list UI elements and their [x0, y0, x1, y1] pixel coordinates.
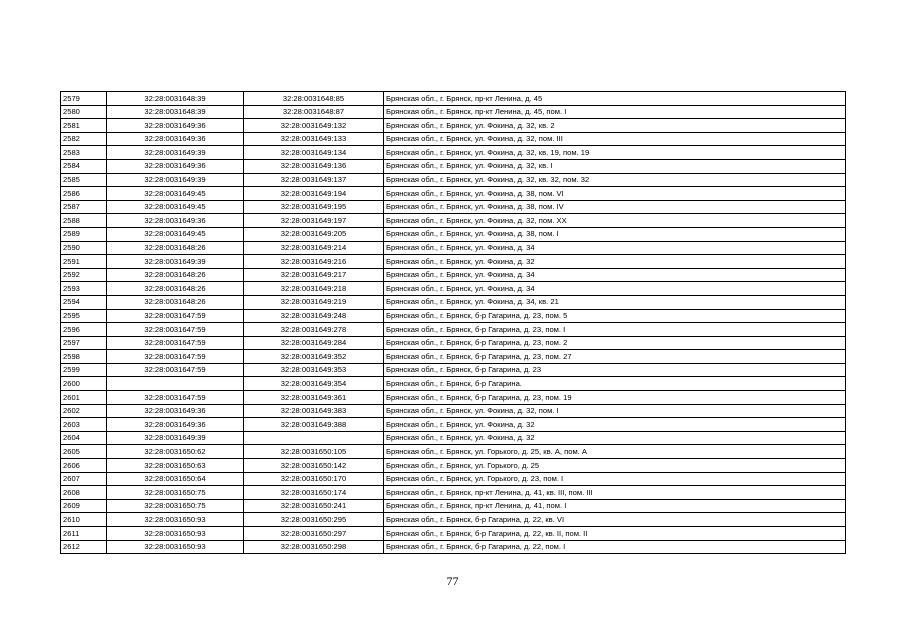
object-cadastral-number-cell: 32:28:0031649:132	[244, 119, 384, 133]
row-number-cell: 2594	[61, 295, 107, 309]
table-row	[61, 173, 846, 187]
table-row	[61, 132, 846, 146]
row-number-cell: 2585	[61, 173, 107, 187]
row-number-cell: 2591	[61, 255, 107, 269]
address-cell: Брянская обл., г. Брянск, пр-кт Ленина, д. 41, пом. I	[384, 499, 846, 513]
parcel-cadastral-number-cell: 32:28:0031647:59	[107, 336, 244, 350]
parcel-cadastral-number-cell	[107, 377, 244, 391]
page-number: 77	[446, 574, 459, 588]
object-cadastral-number-cell: 32:28:0031649:216	[244, 255, 384, 269]
row-number-cell: 2582	[61, 132, 107, 146]
parcel-cadastral-number-cell: 32:28:0031647:59	[107, 391, 244, 405]
table-row	[61, 431, 846, 445]
object-cadastral-number-cell: 32:28:0031650:142	[244, 459, 384, 473]
table-row	[61, 227, 846, 241]
address-cell: Брянская обл., г. Брянск, ул. Фокина, д. 34, кв. 21	[384, 295, 846, 309]
object-cadastral-number-cell: 32:28:0031649:361	[244, 391, 384, 405]
row-number-cell: 2605	[61, 445, 107, 459]
address-cell: Брянская обл., г. Брянск, ул. Фокина, д. 38, пом. VI	[384, 187, 846, 201]
parcel-cadastral-number-cell: 32:28:0031650:64	[107, 472, 244, 486]
parcel-cadastral-number-cell: 32:28:0031649:36	[107, 214, 244, 228]
object-cadastral-number-cell: 32:28:0031650:241	[244, 499, 384, 513]
row-number-cell: 2580	[61, 105, 107, 119]
address-cell: Брянская обл., г. Брянск, ул. Фокина, д. 34	[384, 268, 846, 282]
row-number-cell: 2611	[61, 527, 107, 541]
row-number-cell: 2604	[61, 431, 107, 445]
table-row	[61, 241, 846, 255]
object-cadastral-number-cell: 32:28:0031650:297	[244, 527, 384, 541]
address-cell: Брянская обл., г. Брянск, ул. Фокина, д. 34	[384, 241, 846, 255]
address-cell: Брянская обл., г. Брянск, б-р Гагарина, д. 23, пом. 2	[384, 336, 846, 350]
table-row	[61, 363, 846, 377]
parcel-cadastral-number-cell: 32:28:0031648:39	[107, 92, 244, 106]
row-number-cell: 2602	[61, 404, 107, 418]
parcel-cadastral-number-cell: 32:28:0031650:75	[107, 486, 244, 500]
table-row	[61, 187, 846, 201]
parcel-cadastral-number-cell: 32:28:0031648:26	[107, 241, 244, 255]
address-cell: Брянская обл., г. Брянск, пр-кт Ленина, д. 45, пом. I	[384, 105, 846, 119]
address-cell: Брянская обл., г. Брянск, ул. Фокина, д. 32, пом. XX	[384, 214, 846, 228]
table-row	[61, 404, 846, 418]
table-row	[61, 527, 846, 541]
parcel-cadastral-number-cell: 32:28:0031649:39	[107, 255, 244, 269]
object-cadastral-number-cell: 32:28:0031650:295	[244, 513, 384, 527]
table-row	[61, 200, 846, 214]
address-cell: Брянская обл., г. Брянск, ул. Фокина, д. 32	[384, 255, 846, 269]
parcel-cadastral-number-cell: 32:28:0031649:39	[107, 173, 244, 187]
table-row	[61, 255, 846, 269]
parcel-cadastral-number-cell: 32:28:0031649:36	[107, 119, 244, 133]
parcel-cadastral-number-cell: 32:28:0031649:36	[107, 418, 244, 432]
row-number-cell: 2610	[61, 513, 107, 527]
parcel-cadastral-number-cell: 32:28:0031650:93	[107, 540, 244, 554]
parcel-cadastral-number-cell: 32:28:0031650:93	[107, 527, 244, 541]
row-number-cell: 2587	[61, 200, 107, 214]
object-cadastral-number-cell: 32:28:0031648:85	[244, 92, 384, 106]
address-cell: Брянская обл., г. Брянск, ул. Фокина, д. 34	[384, 282, 846, 296]
object-cadastral-number-cell: 32:28:0031650:105	[244, 445, 384, 459]
object-cadastral-number-cell: 32:28:0031649:353	[244, 363, 384, 377]
object-cadastral-number-cell: 32:28:0031649:383	[244, 404, 384, 418]
row-number-cell: 2596	[61, 323, 107, 337]
table-row	[61, 92, 846, 106]
registry-table-body	[61, 92, 846, 554]
row-number-cell: 2593	[61, 282, 107, 296]
row-number-cell: 2584	[61, 159, 107, 173]
object-cadastral-number-cell: 32:28:0031650:170	[244, 472, 384, 486]
object-cadastral-number-cell: 32:28:0031649:214	[244, 241, 384, 255]
object-cadastral-number-cell: 32:28:0031649:205	[244, 227, 384, 241]
address-cell: Брянская обл., г. Брянск, пр-кт Ленина, д. 45	[384, 92, 846, 106]
row-number-cell: 2598	[61, 350, 107, 364]
object-cadastral-number-cell: 32:28:0031649:217	[244, 268, 384, 282]
row-number-cell: 2603	[61, 418, 107, 432]
table-row	[61, 105, 846, 119]
address-cell: Брянская обл., г. Брянск, б-р Гагарина, д. 23, пом. I	[384, 323, 846, 337]
address-cell: Брянская обл., г. Брянск, ул. Фокина, д. 32, кв. 19, пом. 19	[384, 146, 846, 160]
object-cadastral-number-cell: 32:28:0031650:174	[244, 486, 384, 500]
address-cell: Брянская обл., г. Брянск, б-р Гагарина, д. 23, пом. 27	[384, 350, 846, 364]
table-row	[61, 472, 846, 486]
object-cadastral-number-cell: 32:28:0031649:278	[244, 323, 384, 337]
parcel-cadastral-number-cell: 32:28:0031647:59	[107, 363, 244, 377]
parcel-cadastral-number-cell: 32:28:0031648:26	[107, 295, 244, 309]
row-number-cell: 2579	[61, 92, 107, 106]
object-cadastral-number-cell: 32:28:0031649:352	[244, 350, 384, 364]
table-row	[61, 486, 846, 500]
row-number-cell: 2599	[61, 363, 107, 377]
parcel-cadastral-number-cell: 32:28:0031649:39	[107, 431, 244, 445]
row-number-cell: 2608	[61, 486, 107, 500]
address-cell: Брянская обл., г. Брянск, б-р Гагарина, д. 22, пом. I	[384, 540, 846, 554]
address-cell: Брянская обл., г. Брянск, ул. Фокина, д. 32, кв. 2	[384, 119, 846, 133]
parcel-cadastral-number-cell: 32:28:0031648:26	[107, 282, 244, 296]
table-row	[61, 499, 846, 513]
address-cell: Брянская обл., г. Брянск, ул. Фокина, д. 32, кв. 32, пом. 32	[384, 173, 846, 187]
table-row	[61, 146, 846, 160]
table-row	[61, 309, 846, 323]
object-cadastral-number-cell: 32:28:0031649:133	[244, 132, 384, 146]
address-cell: Брянская обл., г. Брянск, пр-кт Ленина, д. 41, кв. III, пом. III	[384, 486, 846, 500]
table-row	[61, 540, 846, 554]
table-row	[61, 377, 846, 391]
address-cell: Брянская обл., г. Брянск, ул. Фокина, д. 32, пом. III	[384, 132, 846, 146]
address-cell: Брянская обл., г. Брянск, ул. Фокина, д. 32, пом. I	[384, 404, 846, 418]
object-cadastral-number-cell: 32:28:0031649:354	[244, 377, 384, 391]
row-number-cell: 2607	[61, 472, 107, 486]
row-number-cell: 2589	[61, 227, 107, 241]
address-cell: Брянская обл., г. Брянск, б-р Гагарина, д. 22, кв. II, пом. II	[384, 527, 846, 541]
parcel-cadastral-number-cell: 32:28:0031649:45	[107, 227, 244, 241]
object-cadastral-number-cell: 32:28:0031649:195	[244, 200, 384, 214]
address-cell: Брянская обл., г. Брянск, ул. Горького, д. 23, пом. I	[384, 472, 846, 486]
object-cadastral-number-cell: 32:28:0031649:197	[244, 214, 384, 228]
object-cadastral-number-cell: 32:28:0031649:284	[244, 336, 384, 350]
parcel-cadastral-number-cell: 32:28:0031648:26	[107, 268, 244, 282]
address-cell: Брянская обл., г. Брянск, б-р Гагарина.	[384, 377, 846, 391]
object-cadastral-number-cell: 32:28:0031649:136	[244, 159, 384, 173]
object-cadastral-number-cell: 32:28:0031649:219	[244, 295, 384, 309]
parcel-cadastral-number-cell: 32:28:0031650:63	[107, 459, 244, 473]
object-cadastral-number-cell: 32:28:0031649:134	[244, 146, 384, 160]
object-cadastral-number-cell	[244, 431, 384, 445]
row-number-cell: 2595	[61, 309, 107, 323]
row-number-cell: 2581	[61, 119, 107, 133]
parcel-cadastral-number-cell: 32:28:0031647:59	[107, 323, 244, 337]
address-cell: Брянская обл., г. Брянск, ул. Горького, д. 25, кв. А, пом. А	[384, 445, 846, 459]
address-cell: Брянская обл., г. Брянск, ул. Фокина, д. 38, пом. I	[384, 227, 846, 241]
table-row	[61, 445, 846, 459]
table-row	[61, 513, 846, 527]
row-number-cell: 2601	[61, 391, 107, 405]
parcel-cadastral-number-cell: 32:28:0031649:36	[107, 132, 244, 146]
row-number-cell: 2597	[61, 336, 107, 350]
object-cadastral-number-cell: 32:28:0031649:218	[244, 282, 384, 296]
table-row	[61, 268, 846, 282]
parcel-cadastral-number-cell: 32:28:0031649:45	[107, 187, 244, 201]
address-cell: Брянская обл., г. Брянск, ул. Горького, д. 25	[384, 459, 846, 473]
table-row	[61, 350, 846, 364]
address-cell: Брянская обл., г. Брянск, ул. Фокина, д. 38, пом. IV	[384, 200, 846, 214]
row-number-cell: 2588	[61, 214, 107, 228]
parcel-cadastral-number-cell: 32:28:0031649:39	[107, 146, 244, 160]
address-cell: Брянская обл., г. Брянск, ул. Фокина, д. 32	[384, 431, 846, 445]
table-row	[61, 323, 846, 337]
address-cell: Брянская обл., г. Брянск, б-р Гагарина, д. 22, кв. VI	[384, 513, 846, 527]
table-row	[61, 391, 846, 405]
registry-table	[60, 91, 846, 554]
row-number-cell: 2592	[61, 268, 107, 282]
row-number-cell: 2609	[61, 499, 107, 513]
address-cell: Брянская обл., г. Брянск, ул. Фокина, д. 32, кв. I	[384, 159, 846, 173]
table-row	[61, 295, 846, 309]
table-row	[61, 418, 846, 432]
row-number-cell: 2612	[61, 540, 107, 554]
object-cadastral-number-cell: 32:28:0031649:388	[244, 418, 384, 432]
object-cadastral-number-cell: 32:28:0031650:298	[244, 540, 384, 554]
table-row	[61, 159, 846, 173]
table-row	[61, 119, 846, 133]
row-number-cell: 2590	[61, 241, 107, 255]
address-cell: Брянская обл., г. Брянск, б-р Гагарина, д. 23, пом. 5	[384, 309, 846, 323]
row-number-cell: 2586	[61, 187, 107, 201]
parcel-cadastral-number-cell: 32:28:0031647:59	[107, 350, 244, 364]
object-cadastral-number-cell: 32:28:0031649:137	[244, 173, 384, 187]
table-row	[61, 214, 846, 228]
parcel-cadastral-number-cell: 32:28:0031647:59	[107, 309, 244, 323]
parcel-cadastral-number-cell: 32:28:0031649:45	[107, 200, 244, 214]
row-number-cell: 2600	[61, 377, 107, 391]
parcel-cadastral-number-cell: 32:28:0031650:62	[107, 445, 244, 459]
table-row	[61, 282, 846, 296]
table-row	[61, 336, 846, 350]
address-cell: Брянская обл., г. Брянск, б-р Гагарина, д. 23	[384, 363, 846, 377]
object-cadastral-number-cell: 32:28:0031648:87	[244, 105, 384, 119]
address-cell: Брянская обл., г. Брянск, ул. Фокина, д. 32	[384, 418, 846, 432]
object-cadastral-number-cell: 32:28:0031649:248	[244, 309, 384, 323]
parcel-cadastral-number-cell: 32:28:0031649:36	[107, 404, 244, 418]
row-number-cell: 2606	[61, 459, 107, 473]
parcel-cadastral-number-cell: 32:28:0031650:75	[107, 499, 244, 513]
parcel-cadastral-number-cell: 32:28:0031648:39	[107, 105, 244, 119]
object-cadastral-number-cell: 32:28:0031649:194	[244, 187, 384, 201]
parcel-cadastral-number-cell: 32:28:0031649:36	[107, 159, 244, 173]
row-number-cell: 2583	[61, 146, 107, 160]
address-cell: Брянская обл., г. Брянск, б-р Гагарина, д. 23, пом. 19	[384, 391, 846, 405]
parcel-cadastral-number-cell: 32:28:0031650:93	[107, 513, 244, 527]
table-row	[61, 459, 846, 473]
